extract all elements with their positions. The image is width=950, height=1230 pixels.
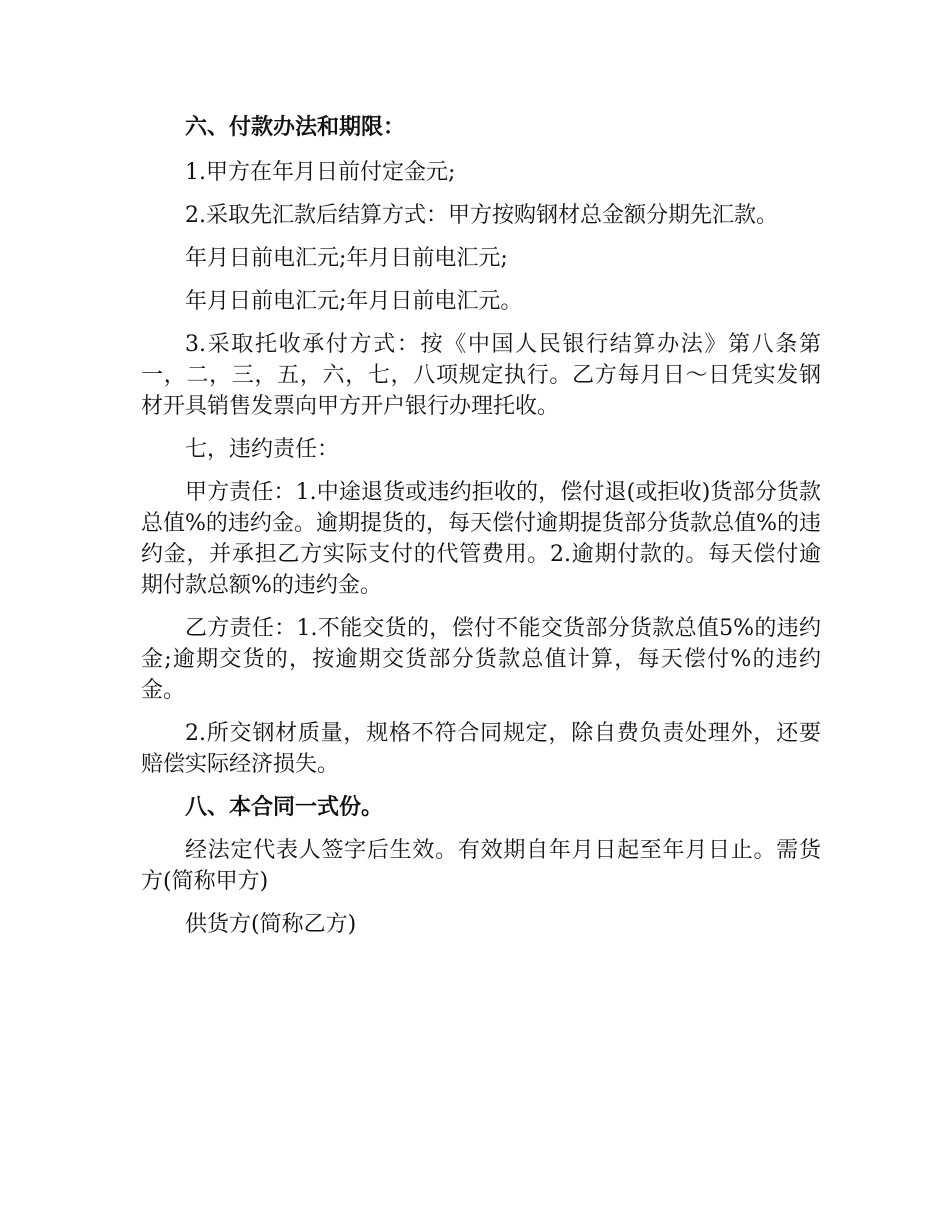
payment-clause-3: 3.采取托收承付方式：按《中国人民银行结算办法》第八条第一，二，三，五，六，七，八项规定执行。乙方每月日～日凭实发钢材开具销售发票向甲方开户银行办理托收。 bbox=[141, 332, 821, 419]
party-b-liability: 乙方责任：1.不能交货的，偿付不能交货部分货款总值5%的违约金;逾期交货的，按逾期交货部分货款总值计算，每天偿付%的违约金。 bbox=[141, 616, 821, 703]
section-heading-liability: 七，违约责任： bbox=[185, 437, 340, 462]
payment-clause-2: 2.采取先汇款后结算方式：甲方按购钢材总金额分期先汇款。 bbox=[185, 203, 778, 228]
party-b-liability-2: 2.所交钢材质量，规格不符合同规定，除自费负责处理外，还要赔偿实际经济损失。 bbox=[141, 721, 821, 777]
effective-clause: 经法定代表人签字后生效。有效期自年月日起至年月日止。需货方(简称甲方) bbox=[141, 838, 821, 894]
document-page bbox=[141, 112, 821, 952]
payment-clause-1: 1.甲方在年月日前付定金元; bbox=[185, 160, 456, 185]
supplier-signature-line: 供货方(简称乙方) bbox=[185, 912, 357, 937]
payment-schedule-line-1: 年月日前电汇元;年月日前电汇元; bbox=[185, 246, 508, 271]
section-heading-payment: 六、付款办法和期限： bbox=[185, 114, 406, 140]
payment-schedule-line-2: 年月日前电汇元;年月日前电汇元。 bbox=[185, 289, 523, 314]
party-a-liability: 甲方责任：1.中途退货或违约拒收的，偿付退(或拒收)货部分货款总值%的违约金。逾期提货的，每天偿付逾期提货部分货款总值%的违约金，并承担乙方实际支付的代管费用。2.逾期付款的。每天偿付逾期付款总额%的违约金。 bbox=[141, 480, 821, 598]
section-heading-copies: 八、本合同一式份。 bbox=[185, 794, 384, 820]
